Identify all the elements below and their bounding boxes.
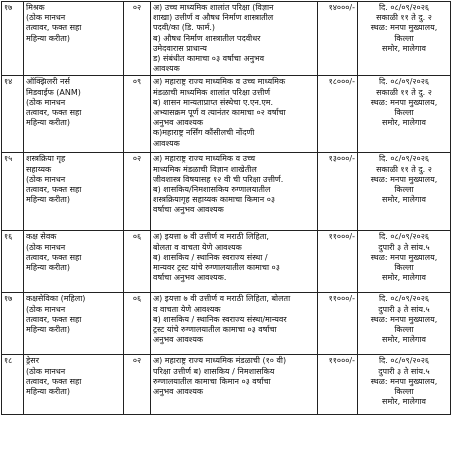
qualification-line: अ) इयत्ता ७ वी उत्तीर्ण व मराठी लिहिता, बोलता xyxy=(153,294,291,304)
interview-cell xyxy=(358,231,451,293)
qualification-line: ब) शासकिय / स्थानिक स्वराज्य संस्था / xyxy=(153,252,268,262)
post-name-line: महिन्या करीता) xyxy=(26,263,70,273)
interview-cell xyxy=(358,355,451,415)
qualification-line: अनुभव आवश्यक xyxy=(153,118,203,128)
post-name-cell xyxy=(24,153,124,231)
interview-line: दि. ०८/०९/२०२६ xyxy=(378,232,430,242)
post-name-line: सहाय्यक xyxy=(26,164,52,174)
qualification-line: अनुभव आवश्यक xyxy=(153,335,203,345)
interview-cell xyxy=(358,293,451,355)
qualification-cell xyxy=(151,355,318,415)
qualification-line: शाखा) उत्तीर्ण व औषध निर्माण शास्त्रातील xyxy=(153,13,274,23)
interview-line: सकाळी ११ ते दु. २ xyxy=(376,164,432,174)
qualification-line: क)महाराष्ट्र नर्सिंग कौंसीलची नोंदणी xyxy=(153,128,255,138)
qualification-line: अ) महाराष्ट्र राज्य माध्यमिक व उच्च माध्यमिक xyxy=(153,77,286,87)
qualification-line: आवश्यक xyxy=(153,64,180,74)
salary-cell: १८०००/- xyxy=(318,76,358,153)
serial-number-cell: १७ xyxy=(2,293,24,355)
interview-line: स्थळ: मनपा मुख्यालय, किल्ला xyxy=(370,252,438,273)
qualification-line: शस्त्रक्रियागृह सहाय्यक कामाचा किमान ०३ xyxy=(153,195,276,205)
post-name-line: (ठोक मानधन xyxy=(26,304,66,314)
interview-line: दि. ०८/०९/२०२६ xyxy=(378,3,430,12)
qualification-cell xyxy=(151,76,318,153)
qualification-line: अ) इयत्ता ७ वी उत्तीर्ण व मराठी लिहिता, xyxy=(153,232,269,242)
post-name-line: (ठोक मानधन xyxy=(26,242,66,252)
post-name-line: तत्वावर, फक्त सहा xyxy=(26,108,82,118)
interview-line: दि. ०८/०९/२०२६ xyxy=(378,294,430,304)
salary-cell: ११०००/- xyxy=(318,293,358,355)
serial-number-cell: १४ xyxy=(2,76,24,153)
interview-line: स्थळ: मनपा मुख्यालय, किल्ला xyxy=(370,23,438,43)
interview-line: दि. ०८/०९/२०२६ xyxy=(378,77,430,87)
interview-line: दि. ०८/०९/२०२६ xyxy=(378,356,430,366)
post-name-line: तत्वावर, फक्त सहा xyxy=(26,185,82,195)
qualification-line: अ) महाराष्ट्र राज्य माध्यमिक मंडळाची (१० वी) xyxy=(153,356,287,366)
qualification-line: ड) संबंधीत कामाचा ०३ वर्षाचा अनुभव xyxy=(153,54,265,64)
post-name-line: तत्वावर, फक्त सहा xyxy=(26,314,82,324)
vacancy-count-cell: ०६ xyxy=(124,231,151,293)
qualification-cell xyxy=(151,2,318,76)
qualification-line: ब) शासन मान्यताप्राप्त संस्थेचा ए.एन.एम. xyxy=(153,97,274,107)
serial-number-cell: १६ xyxy=(2,231,24,293)
post-name-line: कक्षसेविका (महिला) xyxy=(26,294,86,304)
qualification-line: परिक्षा उत्तीर्ण ब) शासकिय / निमशासकिय xyxy=(153,366,275,376)
post-name-cell xyxy=(24,76,124,153)
vacancy-count-cell: ०९ xyxy=(124,76,151,153)
post-name-line: महिन्या करीता) xyxy=(26,118,70,128)
table-row xyxy=(2,293,451,355)
interview-line: समोर, मालेगाव xyxy=(382,335,426,345)
interview-cell xyxy=(358,2,451,76)
vacancy-count-cell: ०२ xyxy=(124,153,151,231)
post-name-line: (ठोक मानधन xyxy=(26,174,66,184)
serial-number-cell: १५ xyxy=(2,153,24,231)
qualification-line: ब) शासकिय / स्थानिक स्वराज्य संस्था/मान्यवर xyxy=(153,314,287,324)
serial-number-cell: १८ xyxy=(2,355,24,415)
qualification-line: व वाचता येणे आवश्यक xyxy=(153,304,221,314)
qualification-line: अभ्यासक्रम पूर्ण व त्यानंतर कामाचा ०२ वर्षाचा xyxy=(153,108,286,118)
qualification-line: रुग्णालयातील कामाचा किमान ०३ वर्षाचा xyxy=(153,376,271,386)
qualification-line: माध्यमिक मंडळाची विज्ञान शाखेतील xyxy=(153,164,257,174)
vacancy-count-cell: ०२ xyxy=(124,355,151,415)
interview-line: दुपारी ३ ते सांय.५ xyxy=(378,242,430,252)
post-name-line: (ठोक मानधन xyxy=(26,97,66,107)
post-name-line: तत्वावर, फक्त सहा xyxy=(26,23,82,33)
post-name-line: मिडवाईफ (ANM) xyxy=(26,87,81,97)
qualification-line: वर्षाचा अनुभव आवश्यक xyxy=(153,205,224,215)
post-name-cell xyxy=(24,355,124,415)
qualification-cell xyxy=(151,293,318,355)
post-name-line: तत्वावर, फक्त सहा xyxy=(26,376,82,386)
qualification-line: ट्रस्ट यांचे रुग्णालयातील कामाचा ०३ वर्षाचा xyxy=(153,325,277,335)
salary-cell: ११०००/- xyxy=(318,355,358,415)
post-name-line: तत्वावर, फक्त सहा xyxy=(26,252,82,262)
recruitment-table xyxy=(1,1,451,415)
post-name-line: महिन्या करीता) xyxy=(26,33,70,43)
post-name-line: ड्रेसर xyxy=(26,356,39,366)
post-name-line: कक्ष सेवक xyxy=(26,232,57,242)
post-name-line: मिश्रक xyxy=(26,3,45,12)
post-name-cell xyxy=(24,231,124,293)
interview-line: स्थळ: मनपा मुख्यालय, किल्ला xyxy=(370,376,438,397)
qualification-cell xyxy=(151,231,318,293)
post-name-line: (ठोक मानधन xyxy=(26,366,66,376)
recruitment-table-body xyxy=(2,2,451,415)
qualification-line: अ) उच्च माध्यमिक शालांत परिक्षा (विज्ञान xyxy=(153,3,274,12)
post-name-cell xyxy=(24,2,124,76)
interview-cell xyxy=(358,76,451,153)
interview-line: दुपारी ३ ते सांय.५ xyxy=(378,304,430,314)
interview-line: दुपारी ३ ते सांय.५ xyxy=(378,366,430,376)
table-row xyxy=(2,355,451,415)
qualification-line: अनुभव आवश्यक xyxy=(153,387,203,397)
vacancy-count-cell: ०६ xyxy=(124,293,151,355)
post-name-line: शस्त्रक्रिया गृह xyxy=(26,154,66,164)
salary-cell: ११०००/- xyxy=(318,231,358,293)
post-name-line: महिन्या करीता) xyxy=(26,387,70,397)
interview-line: दि. ०८/०९/२०२६ xyxy=(378,154,430,164)
table-row xyxy=(2,2,451,76)
post-name-line: महिन्या करीता) xyxy=(26,325,70,335)
interview-line: स्थळ: मनपा मुख्यालय, किल्ला xyxy=(370,314,438,335)
table-row xyxy=(2,153,451,231)
qualification-line: उमेदवारास प्राधान्य xyxy=(153,43,207,53)
post-name-cell xyxy=(24,293,124,355)
interview-line: स्थळ: मनपा मुख्यालय, किल्ला xyxy=(370,97,438,118)
interview-line: स्थळ: मनपा मुख्यालय, किल्ला xyxy=(370,174,438,195)
post-name-line: ऑक्झिलरी नर्स xyxy=(26,77,70,87)
qualification-line: जीवशास्त्र विषयासह १२ वी ची परिक्षा उत्तीर्ण. xyxy=(153,174,284,184)
qualification-line: मान्यवर ट्रस्ट यांचे रुग्णालयातील कामाचा ०३ xyxy=(153,263,280,273)
qualification-line: ब) शासकिय/निमशासकिय रुग्णालयातील xyxy=(153,185,271,195)
interview-line: समोर, मालेगाव xyxy=(382,118,426,128)
interview-cell xyxy=(358,153,451,231)
qualification-line: आवश्यक xyxy=(153,138,180,148)
interview-line: सकाळी ११ ते दु. २ xyxy=(376,13,432,23)
salary-cell: १४०००/- xyxy=(318,2,358,76)
qualification-line: अ) महाराष्ट्र राज्य माध्यमिक व उच्च xyxy=(153,154,256,164)
qualification-line: मंडळाची माध्यमिक शालांत परिक्षा उत्तीर्ण xyxy=(153,87,271,97)
qualification-line: वर्षाचा अनुभव आवश्यक. xyxy=(153,273,227,283)
table-row xyxy=(2,76,451,153)
qualification-line: ब) औषध निर्माण शास्त्रातील पदवीधर xyxy=(153,33,261,43)
interview-line: सकाळी ११ ते दु. २ xyxy=(376,87,432,97)
interview-line: समोर, मालेगाव xyxy=(382,397,426,407)
serial-number-cell: १७ xyxy=(2,2,24,76)
post-name-line: (ठोक मानधन xyxy=(26,13,66,23)
table-row xyxy=(2,231,451,293)
qualification-line: पदवी/का (डि. फार्म.) xyxy=(153,23,216,33)
salary-cell: १३०००/- xyxy=(318,153,358,231)
post-name-line: महिन्या करीता) xyxy=(26,195,70,205)
qualification-cell xyxy=(151,153,318,231)
interview-line: समोर, मालेगाव xyxy=(382,273,426,283)
interview-line: समोर, मालेगाव xyxy=(382,43,426,53)
qualification-line: बोलता व वाचता येणे आवश्यक xyxy=(153,242,242,252)
interview-line: समोर, मालेगाव xyxy=(382,195,426,205)
vacancy-count-cell: ०२ xyxy=(124,2,151,76)
